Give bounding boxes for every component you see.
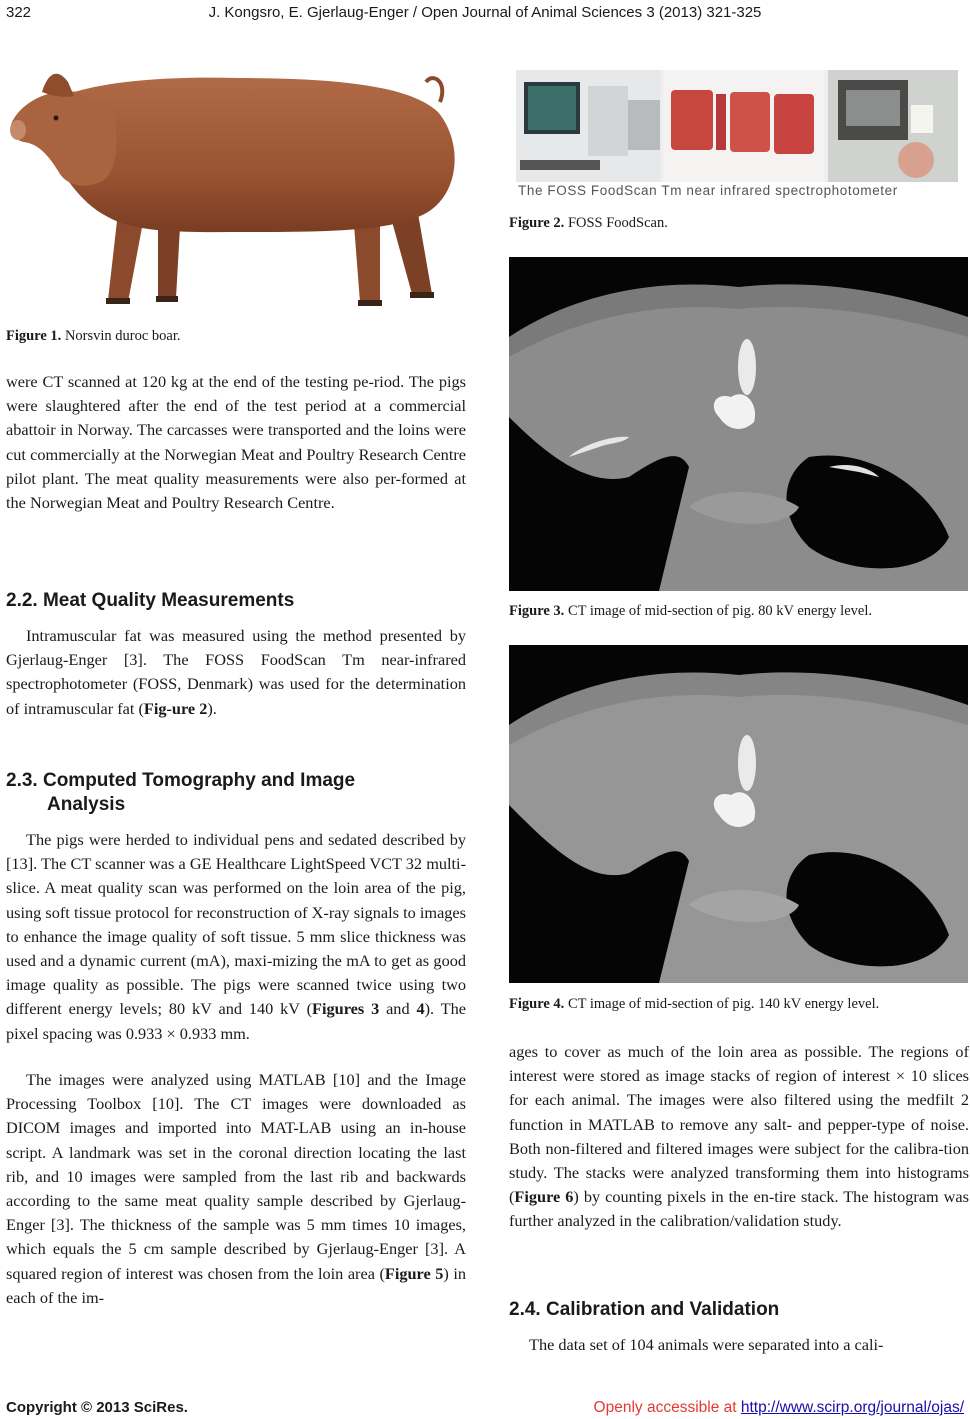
figure-4-caption xyxy=(509,996,879,1013)
figure-2-embedded-text: The FOSS FoodScan Tm near infrared spectrophotometer xyxy=(518,183,898,198)
paragraph-ct-scanning xyxy=(6,828,466,1046)
figure-3-caption xyxy=(509,603,872,620)
footer-copyright: Copyright © 2013 SciRes. xyxy=(6,1399,188,1416)
text-span: Intramuscular fat was measured using the method presented by Gjerlaug-Enger [3]. The FOSS FoodScan Tm near-infrared spectrophotometer (FOSS, Denmark) was used for the determination of intramuscular fat ( xyxy=(6,626,466,718)
figure-ref: Fig-ure 2 xyxy=(143,698,208,718)
figure-2-caption xyxy=(509,215,668,232)
figure-3-text: CT image of mid-section of pig. 80 kV energy level. xyxy=(564,603,872,619)
ct-scan-140kv xyxy=(509,645,968,983)
figure-4-text: CT image of mid-section of pig. 140 kV energy level. xyxy=(564,996,880,1012)
figure-ref: Figure 6 xyxy=(514,1187,574,1207)
figure-2-text: FOSS FoodScan. xyxy=(564,215,668,231)
figure-2-label: Figure 2. xyxy=(509,215,565,231)
figure-3-label: Figure 3. xyxy=(509,603,565,619)
text-span: The pigs were herded to individual pens and sedated described by [13]. The CT scanner was a GE Healthcare LightSpeed VCT 32 multi-slice. A meat quality scan was performed on the loin area of the pig, using soft tissue protocol for reconstruction of X-ray signals to images to enhance the image quality of soft tissue. 5 mm slice thickness was used and a dynamic current (mA), maxi-mizing the mA to get as good image quality as possible. The pigs were scanned twice using two different energy levels; 80 kV and 140 kV ( xyxy=(6,830,466,1019)
text-span: ) in each of the im- xyxy=(6,1263,467,1307)
figure-ref: 4 xyxy=(416,999,425,1019)
figure-1-caption xyxy=(6,328,181,345)
section-heading-2-2: 2.2. Meat Quality Measurements xyxy=(6,590,295,611)
figure-1-label: Figure 1. xyxy=(6,328,62,344)
heading-line: 2.3. Computed Tomography and Image xyxy=(6,770,356,791)
paragraph-histograms xyxy=(509,1040,969,1234)
text-span: The images were analyzed using MATLAB [10] and the Image Processing Toolbox [10]. The CT images were downloaded as DICOM images and imported into MAT-LAB using an in-house script. A landmark was set in the coronal direction locating the last rib, and 10 images were sampled from the last rib and backwards according to the same meat quality sample described by Gjerlaug-Enger [3]. The thickness of the sample was 5 mm times 10 images, which equals the 5 cm sample described by Gjerlaug-Enger [3]. A squared region of interest was chosen from the loin area ( xyxy=(6,1070,466,1283)
open-access-text: Openly accessible at xyxy=(593,1399,741,1416)
text-span: ages to cover as much of the loin area as possible. The regions of interest were stored as image stacks of region of interest × 10 slices for each animal. The images were also filtered using the medfilt 2 function in MATLAB to remove any salt- and pepper-type of noise. Both non-filtered and filtered images were subject for the calibra-tion study. The stacks were analyzed transforming them into histograms ( xyxy=(509,1042,969,1207)
figure-ref: Figures 3 xyxy=(312,999,380,1019)
journal-link[interactable]: http://www.scirp.org/journal/ojas/ xyxy=(740,1399,964,1416)
figure-4-image xyxy=(509,645,968,983)
figure-4-label: Figure 4. xyxy=(509,996,565,1012)
pig-illustration xyxy=(8,62,464,312)
running-head: J. Kongsro, E. Gjerlaug-Enger / Open Journal of Animal Sciences 3 (2013) 321-325 xyxy=(208,4,762,21)
section-heading-2-3 xyxy=(6,769,466,817)
paragraph-meat-quality xyxy=(6,624,466,721)
text-span: and xyxy=(379,999,417,1019)
figure-ref: Figure 5 xyxy=(384,1263,444,1283)
text-span: ). The pixel spacing was 0.933 × 0.933 mm. xyxy=(6,999,466,1043)
paragraph-testing-period: were CT scanned at 120 kg at the end of the testing pe-riod. The pigs were slaughtered after the end of the test period at a commercial abattoir in Norway. The carcasses were transported and the loins were cut commercially at the Norwegian Meat and Poultry Research Centre pilot plant. The meat quality measurements were also per-formed at the Norwegian Meat and Poultry Research Centre. xyxy=(6,372,466,513)
paragraph-image-analysis xyxy=(6,1068,466,1310)
text-span: ) by counting pixels in the en-tire stack. The histogram was further analyzed in the calibration/validation study. xyxy=(509,1187,969,1231)
page-number: 322 xyxy=(6,4,32,21)
paragraph-calibration: The data set of 104 animals were separated into a cali- xyxy=(529,1335,884,1354)
ct-scan-80kv xyxy=(509,257,968,591)
text-span: ). xyxy=(207,698,217,718)
heading-line: Analysis xyxy=(47,794,126,815)
figure-3-image xyxy=(509,257,968,591)
figure-1-image xyxy=(8,62,464,312)
section-heading-2-4: 2.4. Calibration and Validation xyxy=(509,1299,780,1320)
figure-1-text: Norsvin duroc boar. xyxy=(61,328,181,344)
footer-open-access xyxy=(594,1399,964,1417)
